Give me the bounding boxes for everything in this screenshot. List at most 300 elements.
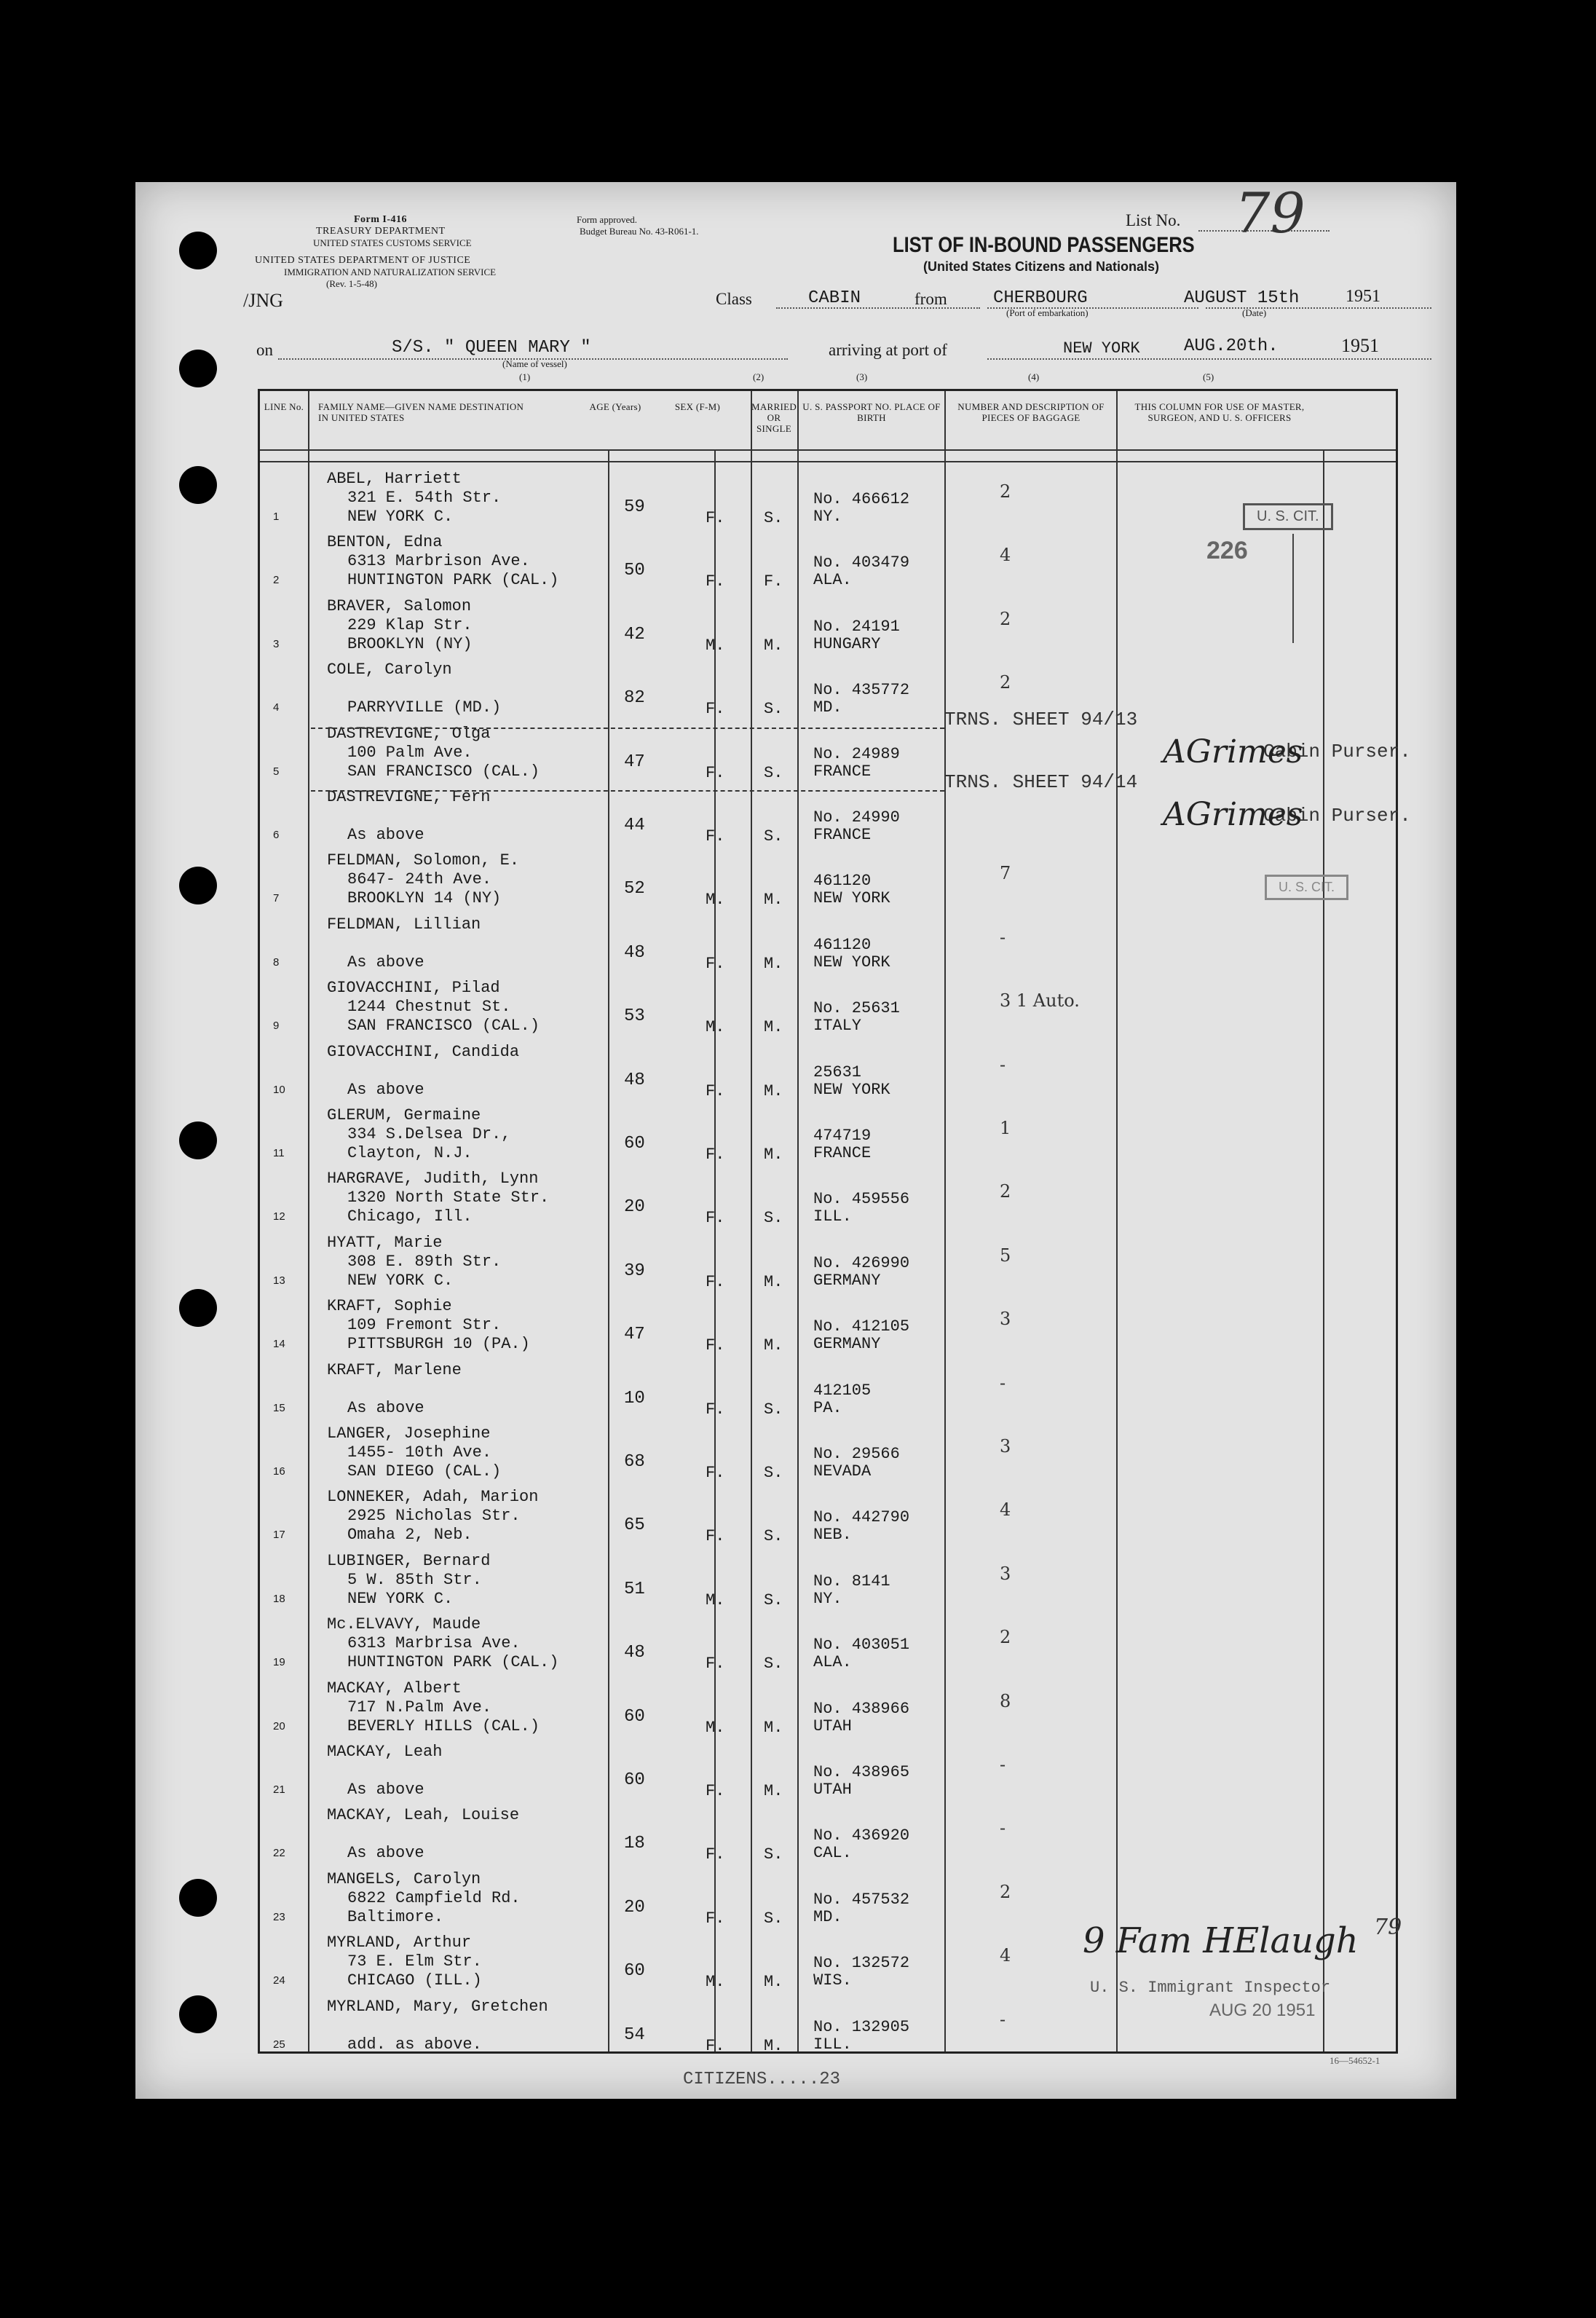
- table-row: [260, 1231, 1396, 1295]
- age-value: 68: [624, 1452, 645, 1472]
- birthplace: FRANCE: [813, 826, 872, 844]
- table-row: [260, 1294, 1396, 1358]
- birthplace: GERMANY: [813, 1271, 881, 1290]
- passenger-name: HYATT, Marie: [327, 1233, 443, 1252]
- age-value: 51: [624, 1579, 645, 1599]
- passenger-name: DASTREVIGNE, Fern: [327, 788, 491, 806]
- baggage-count: 2: [1000, 608, 1011, 629]
- customs-service: UNITED STATES CUSTOMS SERVICE: [313, 237, 472, 248]
- baggage-count: 3: [1000, 1309, 1011, 1330]
- port-value: NEW YORK: [1063, 339, 1140, 358]
- stamp-number: 226: [1206, 537, 1248, 564]
- on-label: on: [256, 341, 273, 359]
- line-number: 13: [273, 1274, 285, 1287]
- baggage-count: -: [1000, 1754, 1006, 1775]
- address-city: As above: [347, 1080, 424, 1099]
- line-number: 18: [273, 1592, 285, 1605]
- age-value: 48: [624, 1070, 645, 1090]
- line-number: 25: [273, 2038, 285, 2051]
- line-number: 20: [273, 1719, 285, 1732]
- sex-value: M.: [706, 1018, 725, 1037]
- passport-number: No. 435772: [813, 681, 910, 700]
- passenger-name: BRAVER, Salomon: [327, 596, 472, 615]
- passenger-name: MACKAY, Albert: [327, 1679, 462, 1698]
- baggage-count: 1: [1000, 1118, 1011, 1138]
- punch-hole: [179, 1121, 217, 1159]
- birthplace: ILL.: [813, 2035, 852, 2054]
- baggage-count: -: [1000, 926, 1006, 947]
- sex-value: M.: [706, 1973, 725, 1992]
- passport-number: No. 412105: [813, 1317, 910, 1336]
- col-name: FAMILY NAME—GIVEN NAME DESTINATION IN UNITED STATES: [318, 401, 524, 423]
- line-number: 23: [273, 1910, 285, 1923]
- passport-number: No. 403479: [813, 553, 910, 572]
- birthplace: NY.: [813, 508, 842, 526]
- from-label: from: [914, 290, 947, 308]
- baggage-count: 4: [1000, 545, 1011, 566]
- age-value: 48: [624, 1643, 645, 1663]
- marital-status: M.: [764, 1718, 783, 1737]
- table-row: [260, 1740, 1396, 1804]
- sex-value: F.: [706, 2036, 725, 2055]
- sex-value: F.: [706, 1782, 725, 1800]
- baggage-count: 5: [1000, 1245, 1011, 1266]
- inspection-date-stamp: AUG 20 1951: [1209, 2000, 1316, 2020]
- col-line: LINE No.: [264, 401, 304, 412]
- age-value: 60: [624, 1134, 645, 1154]
- passport-number: No. 25631: [813, 999, 900, 1018]
- birthplace: NY.: [813, 1589, 842, 1608]
- passenger-name: DASTREVIGNE, Olga: [327, 724, 491, 743]
- age-value: 50: [624, 561, 645, 581]
- line-number: 17: [273, 1529, 285, 1542]
- marital-status: S.: [764, 1400, 783, 1419]
- line-number: 7: [273, 892, 280, 905]
- address-line: 321 E. 54th Str.: [347, 489, 502, 507]
- age-value: 65: [624, 1515, 645, 1536]
- table-row: [260, 1422, 1396, 1486]
- sex-value: M.: [706, 1718, 725, 1737]
- manifest-sheet: [135, 182, 1456, 2099]
- marital-status: S.: [764, 700, 783, 719]
- citizens-total: CITIZENS.....23: [683, 2070, 841, 2089]
- sex-value: F.: [706, 1845, 725, 1864]
- line-number: 1: [273, 510, 280, 523]
- line-number: 4: [273, 701, 280, 714]
- punch-hole: [179, 867, 217, 904]
- page-title: LIST OF IN-BOUND PASSENGERS: [893, 233, 1195, 257]
- passport-number: No. 8141: [813, 1572, 890, 1590]
- date-value: AUGUST 15th: [1184, 288, 1300, 308]
- baggage-count: -: [1000, 1054, 1006, 1075]
- marital-status: M.: [764, 1146, 783, 1164]
- passport-number: No. 436920: [813, 1826, 910, 1845]
- passport-number: No. 438965: [813, 1763, 910, 1781]
- arrival-year: 1951: [1341, 335, 1379, 356]
- passenger-name: MYRLAND, Mary, Gretchen: [327, 1997, 548, 2016]
- punch-hole: [179, 1879, 217, 1917]
- age-value: 60: [624, 1961, 645, 1982]
- birthplace: WIS.: [813, 1971, 852, 1990]
- address-city: SAN DIEGO (CAL.): [347, 1462, 502, 1481]
- birthplace: PA.: [813, 1398, 842, 1417]
- line-number: 16: [273, 1465, 285, 1478]
- age-value: 52: [624, 879, 645, 899]
- address-city: Chicago, Ill.: [347, 1207, 473, 1226]
- baggage-count: 3: [1000, 1563, 1011, 1584]
- passenger-name: MYRLAND, Arthur: [327, 1933, 472, 1952]
- passenger-name: BENTON, Edna: [327, 533, 443, 552]
- sex-value: F.: [706, 572, 725, 591]
- marital-status: S.: [764, 1527, 783, 1546]
- birthplace: NEW YORK: [813, 953, 890, 971]
- date-caption: (Date): [1242, 307, 1267, 318]
- purser-signature-2: AGrimes: [1163, 796, 1303, 833]
- punch-hole: [179, 350, 217, 387]
- passenger-name: LANGER, Josephine: [327, 1424, 491, 1443]
- passenger-name: GIOVACCHINI, Candida: [327, 1042, 520, 1061]
- birthplace: HUNGARY: [813, 634, 881, 653]
- passport-number: No. 24990: [813, 808, 900, 827]
- col-num-4: (4): [1028, 371, 1040, 382]
- passenger-name: GLERUM, Germaine: [327, 1106, 481, 1124]
- col-sex: SEX (F-M): [674, 401, 721, 412]
- address-city: As above: [347, 1781, 424, 1799]
- line-number: 24: [273, 1974, 285, 1987]
- table-row: [260, 976, 1396, 1040]
- baggage-count: 2: [1000, 672, 1011, 693]
- address-city: NEW YORK C.: [347, 1589, 454, 1608]
- table-row: [260, 1549, 1396, 1613]
- age-value: 20: [624, 1197, 645, 1218]
- list-no-label: List No.: [1126, 211, 1181, 229]
- inspector-title: U. S. Immigrant Inspector: [1090, 1979, 1331, 1997]
- treasury-dept: TREASURY DEPARTMENT: [316, 226, 446, 237]
- marital-status: M.: [764, 1081, 783, 1100]
- address-city: As above: [347, 1398, 424, 1417]
- age-value: 59: [624, 497, 645, 517]
- table-row: [260, 848, 1396, 912]
- sex-value: F.: [706, 1272, 725, 1291]
- passport-number: 412105: [813, 1381, 872, 1400]
- marital-status: F.: [764, 572, 783, 591]
- table-row: [260, 1040, 1396, 1104]
- age-value: 20: [624, 1897, 645, 1917]
- col-baggage: NUMBER AND DESCRIPTION OF PIECES OF BAGGAGE: [957, 401, 1105, 423]
- justice-dept: UNITED STATES DEPARTMENT OF JUSTICE: [255, 255, 471, 266]
- passport-number: No. 24191: [813, 617, 900, 636]
- age-value: 18: [624, 1834, 645, 1854]
- vessel-name: S/S. " QUEEN MARY ": [392, 338, 591, 358]
- passenger-name: KRAFT, Marlene: [327, 1360, 462, 1379]
- address-line: 6313 Marbrisa Ave.: [347, 1634, 521, 1653]
- transfer-note-1: TRNS. SHEET 94/13: [944, 709, 1138, 730]
- punch-hole: [179, 1995, 217, 2033]
- marital-status: S.: [764, 763, 783, 782]
- table-row: [260, 658, 1396, 722]
- marital-status: M.: [764, 1973, 783, 1992]
- baggage-count: 7: [1000, 863, 1011, 884]
- passenger-table: [258, 389, 1411, 2055]
- marital-status: M.: [764, 1272, 783, 1291]
- passport-number: No. 459556: [813, 1190, 910, 1209]
- sex-value: F.: [706, 1655, 725, 1674]
- age-value: 48: [624, 942, 645, 963]
- address-city: As above: [347, 953, 424, 971]
- table-row: [260, 1167, 1396, 1231]
- class-value: CABIN: [808, 288, 861, 308]
- passport-number: No. 457532: [813, 1890, 910, 1909]
- birthplace: UTAH: [813, 1781, 852, 1799]
- punch-hole: [179, 232, 217, 269]
- address-line: 5 W. 85th Str.: [347, 1570, 482, 1589]
- address-city: Clayton, N.J.: [347, 1144, 473, 1162]
- marital-status: S.: [764, 827, 783, 845]
- sex-value: F.: [706, 1464, 725, 1482]
- age-value: 60: [624, 1770, 645, 1790]
- address-city: add. as above.: [347, 2035, 482, 2054]
- age-value: 10: [624, 1388, 645, 1408]
- address-city: HUNTINGTON PARK (CAL.): [347, 571, 559, 590]
- marital-status: S.: [764, 1209, 783, 1228]
- arrival-date: AUG.20th.: [1184, 336, 1279, 356]
- address-line: 100 Palm Ave.: [347, 743, 473, 762]
- passport-number: No. 466612: [813, 490, 910, 508]
- line-number: 3: [273, 637, 280, 650]
- passenger-name: COLE, Carolyn: [327, 661, 452, 679]
- birthplace: NEW YORK: [813, 1080, 890, 1099]
- birthplace: MD.: [813, 698, 842, 717]
- birthplace: UTAH: [813, 1716, 852, 1735]
- line-number: 10: [273, 1083, 285, 1096]
- col-age: AGE (Years): [589, 401, 641, 412]
- marital-status: M.: [764, 2036, 783, 2055]
- passport-number: No. 24989: [813, 744, 900, 763]
- address-city: HUNTINGTON PARK (CAL.): [347, 1653, 559, 1672]
- marital-status: S.: [764, 509, 783, 527]
- list-no-value: 79: [1235, 181, 1305, 245]
- birthplace: NEVADA: [813, 1462, 872, 1481]
- address-line: 8647- 24th Ave.: [347, 870, 492, 889]
- form-number: Form I-416: [354, 214, 408, 225]
- purser-note-2: Cabin Purser.: [1263, 805, 1411, 827]
- marital-status: M.: [764, 891, 783, 910]
- birthplace: ALA.: [813, 571, 852, 590]
- birthplace: ALA.: [813, 1653, 852, 1672]
- address-city: BROOKLYN (NY): [347, 634, 473, 653]
- baggage-count: 2: [1000, 1627, 1011, 1648]
- passenger-name: LONNEKER, Adah, Marion: [327, 1488, 539, 1507]
- class-label: Class: [716, 290, 752, 308]
- passenger-name: Mc.ELVAVY, Maude: [327, 1615, 481, 1634]
- passport-number: No. 438966: [813, 1699, 910, 1718]
- birthplace: MD.: [813, 1907, 842, 1926]
- punch-hole: [179, 466, 217, 504]
- baggage-count: -: [1000, 1372, 1006, 1393]
- purser-signature-1: AGrimes: [1163, 733, 1303, 770]
- line-number: 21: [273, 1783, 285, 1796]
- sex-value: F.: [706, 763, 725, 782]
- age-value: 47: [624, 752, 645, 772]
- passport-number: 461120: [813, 935, 872, 954]
- address-city: NEW YORK C.: [347, 508, 454, 526]
- table-row: [260, 1103, 1396, 1167]
- address-city: As above: [347, 1844, 424, 1863]
- baggage-count: 2: [1000, 1881, 1011, 1902]
- col-num-2: (2): [753, 371, 765, 382]
- address-city: PITTSBURGH 10 (PA.): [347, 1335, 530, 1354]
- line-number: 12: [273, 1210, 285, 1223]
- address-line: 109 Fremont Str.: [347, 1316, 502, 1335]
- line-number: 5: [273, 765, 280, 778]
- passport-number: 461120: [813, 872, 872, 891]
- baggage-count: 3: [1000, 1436, 1011, 1456]
- address-line: 2925 Nicholas Str.: [347, 1507, 521, 1526]
- passport-number: No. 442790: [813, 1508, 910, 1527]
- address-line: 308 E. 89th Str.: [347, 1252, 502, 1271]
- table-row: [260, 1803, 1396, 1867]
- baggage-count: 8: [1000, 1690, 1011, 1711]
- marital-status: S.: [764, 1845, 783, 1864]
- passenger-name: MACKAY, Leah, Louise: [327, 1806, 520, 1825]
- marital-status: M.: [764, 954, 783, 973]
- col-passport: U. S. PASSPORT NO. PLACE OF BIRTH: [802, 401, 941, 423]
- marital-status: M.: [764, 1018, 783, 1037]
- col-num-1: (1): [519, 371, 531, 382]
- col-officers: THIS COLUMN FOR USE OF MASTER, SURGEON, AND U. S. OFFICERS: [1134, 401, 1305, 423]
- age-value: 60: [624, 1706, 645, 1727]
- passport-number: No. 426990: [813, 1253, 910, 1272]
- baggage-count: 2: [1000, 1181, 1011, 1202]
- us-citizen-stamp-2: U. S. CIT.: [1265, 875, 1348, 900]
- address-city: CHICAGO (ILL.): [347, 1971, 482, 1990]
- sex-value: M.: [706, 891, 725, 910]
- birthplace: ILL.: [813, 1207, 852, 1226]
- age-value: 54: [624, 2025, 645, 2045]
- address-city: BEVERLY HILLS (CAL.): [347, 1716, 540, 1735]
- line-number: 11: [273, 1147, 285, 1159]
- age-value: 82: [624, 688, 645, 709]
- address-line: 6822 Campfield Rd.: [347, 1888, 521, 1907]
- passport-number: No. 132572: [813, 1954, 910, 1973]
- sex-value: F.: [706, 1081, 725, 1100]
- age-value: 44: [624, 816, 645, 835]
- arriving-label: arriving at port of: [829, 341, 947, 359]
- sex-value: M.: [706, 636, 725, 655]
- marital-status: S.: [764, 1909, 783, 1928]
- sex-value: F.: [706, 954, 725, 973]
- form-approved: Form approved.: [577, 214, 638, 225]
- transfer-note-2: TRNS. SHEET 94/14: [944, 771, 1138, 793]
- birthplace: NEW YORK: [813, 889, 890, 908]
- budget-bureau: Budget Bureau No. 43-R061-1.: [580, 226, 699, 237]
- marital-status: M.: [764, 1336, 783, 1355]
- address-city: SAN FRANCISCO (CAL.): [347, 762, 540, 781]
- us-citizen-stamp: U. S. CIT.: [1243, 503, 1333, 530]
- table-row: [260, 1676, 1396, 1741]
- baggage-count: 3 1 Auto.: [1000, 990, 1080, 1012]
- passport-number: 25631: [813, 1063, 862, 1081]
- line-number: 15: [273, 1401, 285, 1414]
- line-number: 22: [273, 1847, 285, 1860]
- address-line: 334 S.Delsea Dr.,: [347, 1125, 511, 1143]
- line-number: 2: [273, 574, 280, 587]
- page-subtitle: (United States Citizens and Nationals): [923, 259, 1160, 274]
- col-married: MARRIED OR SINGLE: [751, 401, 797, 434]
- signature-number: 79: [1374, 1915, 1402, 1940]
- line-number: 19: [273, 1656, 285, 1669]
- rev-date: (Rev. 1-5-48): [326, 278, 377, 289]
- table-row: [260, 1358, 1396, 1422]
- table-row: [260, 1485, 1396, 1549]
- marital-status: S.: [764, 1590, 783, 1609]
- address-city: BROOKLYN 14 (NY): [347, 889, 502, 908]
- address-city: PARRYVILLE (MD.): [347, 698, 502, 717]
- passenger-name: ABEL, Harriett: [327, 470, 462, 488]
- birthplace: FRANCE: [813, 762, 872, 781]
- passport-number: No. 403051: [813, 1636, 910, 1655]
- line-number: 14: [273, 1338, 285, 1351]
- address-line: 1244 Chestnut St.: [347, 998, 511, 1017]
- address-line: 1455- 10th Ave.: [347, 1443, 492, 1462]
- sex-value: F.: [706, 1146, 725, 1164]
- passenger-name: GIOVACCHINI, Pilad: [327, 979, 500, 998]
- marital-status: M.: [764, 636, 783, 655]
- address-city: Omaha 2, Neb.: [347, 1526, 473, 1545]
- address-city: SAN FRANCISCO (CAL.): [347, 1017, 540, 1036]
- passenger-name: FELDMAN, Solomon, E.: [327, 851, 520, 870]
- initials: /JNG: [243, 290, 283, 311]
- birthplace: ITALY: [813, 1017, 862, 1036]
- baggage-count: -: [1000, 1818, 1006, 1839]
- address-line: 1320 North State Str.: [347, 1188, 550, 1207]
- address-line: 229 Klap Str.: [347, 615, 473, 634]
- inspector-signature: 9 Fam HElaugh: [1083, 1920, 1359, 1961]
- age-value: 42: [624, 624, 645, 644]
- sex-value: F.: [706, 1527, 725, 1546]
- from-caption: (Port of embarkation): [1006, 307, 1089, 318]
- address-line: 6313 Marbrison Ave.: [347, 552, 530, 571]
- table-row: [260, 594, 1396, 658]
- marital-status: S.: [764, 1655, 783, 1674]
- baggage-count: -: [1000, 2008, 1006, 2030]
- address-line: 717 N.Palm Ave.: [347, 1698, 492, 1716]
- vessel-caption: (Name of vessel): [502, 358, 567, 369]
- purser-note-1: Cabin Purser.: [1263, 741, 1411, 762]
- birthplace: FRANCE: [813, 1144, 872, 1162]
- birthplace: GERMANY: [813, 1335, 881, 1354]
- address-line: 73 E. Elm Str.: [347, 1952, 482, 1971]
- passenger-name: FELDMAN, Lillian: [327, 915, 481, 934]
- marital-status: M.: [764, 1782, 783, 1800]
- table-row: [260, 467, 1396, 531]
- address-city: As above: [347, 826, 424, 844]
- passport-number: No. 132905: [813, 2017, 910, 2036]
- passenger-name: KRAFT, Sophie: [327, 1297, 452, 1316]
- age-value: 47: [624, 1325, 645, 1345]
- col-num-5: (5): [1203, 371, 1214, 382]
- sex-value: F.: [706, 1209, 725, 1228]
- punch-hole: [179, 1289, 217, 1327]
- passport-number: No. 29566: [813, 1445, 900, 1463]
- line-number: 6: [273, 829, 280, 841]
- sex-value: F.: [706, 1909, 725, 1928]
- from-value: CHERBOURG: [993, 288, 1088, 308]
- birthplace: CAL.: [813, 1844, 852, 1863]
- sex-value: F.: [706, 509, 725, 527]
- date-year: 1951: [1346, 287, 1380, 306]
- ins: IMMIGRATION AND NATURALIZATION SERVICE: [284, 267, 497, 277]
